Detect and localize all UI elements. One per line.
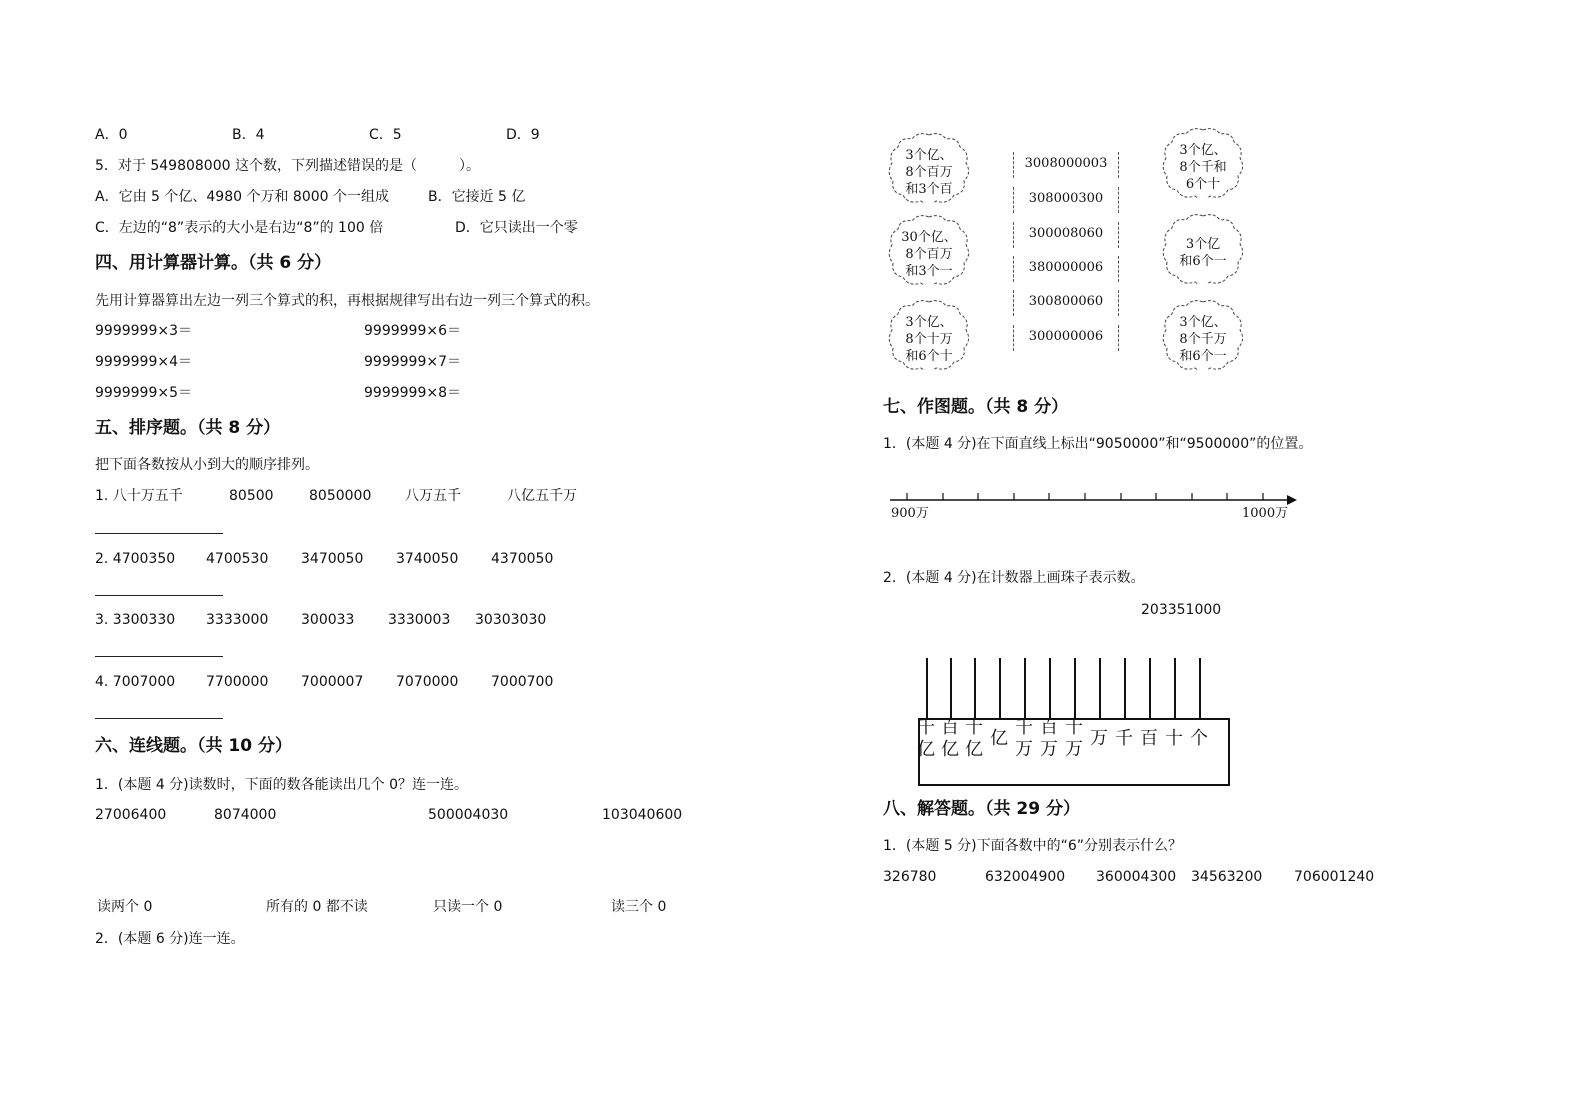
q5-option-d: D．它只读出一个零 — [455, 220, 578, 236]
cloud-right[interactable] — [1162, 214, 1244, 284]
answer-line-3[interactable] — [95, 656, 223, 657]
place-label: 个 — [1190, 728, 1208, 749]
sort-row-4-item: 7070000 — [396, 674, 459, 690]
sort-row-4-item: 7700000 — [206, 674, 269, 690]
section-6-q2: 2．(本题 6 分)连一连。 — [95, 931, 245, 947]
six-number: 360004300 — [1096, 869, 1177, 885]
number-box[interactable] — [1013, 222, 1119, 248]
number-box[interactable] — [1013, 187, 1119, 213]
number-box-text: 300000006 — [1028, 329, 1104, 344]
number-box[interactable] — [1013, 290, 1119, 316]
section-6-q1: 1．(本题 4 分)读数时，下面的数各能读出几个 0？连一连。 — [95, 777, 468, 793]
number-box[interactable] — [1013, 152, 1119, 178]
sort-row-3-item: 30303030 — [475, 612, 547, 628]
place-label: 十 — [1165, 728, 1183, 749]
cloud-left-text: 3个亿、 8个十万 和6个十 — [905, 315, 953, 364]
sort-row-3-item: 3330003 — [388, 612, 451, 628]
q1-number[interactable]: 8074000 — [214, 807, 277, 823]
calc-right-1: 9999999×6＝ — [364, 323, 461, 339]
number-box[interactable] — [1013, 325, 1119, 351]
q4-option-b: B．4 — [232, 127, 265, 143]
q5-option-c: C．左边的“8”表示的大小是右边“8”的 100 倍 — [95, 220, 384, 236]
q4-option-c: C．5 — [369, 127, 402, 143]
cloud-left[interactable] — [888, 133, 970, 203]
q1-number[interactable]: 27006400 — [95, 807, 167, 823]
answer-line-4[interactable] — [95, 718, 223, 719]
place-label: 亿 — [990, 728, 1008, 749]
abacus-rod[interactable] — [1024, 658, 1026, 718]
abacus-rod[interactable] — [926, 658, 928, 718]
section-8-title: 八、解答题。（共 29 分） — [883, 799, 1080, 819]
calc-right-2: 9999999×7＝ — [364, 354, 461, 370]
answer-line-1[interactable] — [95, 533, 223, 534]
q1-number[interactable]: 500004030 — [428, 807, 509, 823]
sort-row-1-item: 八万五千 — [405, 488, 461, 504]
sort-row-1-item: 1. 八十万五千 — [95, 488, 183, 504]
section-7-q1: 1．(本题 4 分)在下面直线上标出“9050000”和“9500000”的位置。 — [883, 436, 1313, 452]
abacus-rod[interactable] — [1049, 658, 1051, 718]
sort-row-1-item: 80500 — [229, 488, 274, 504]
abacus-target-number: 203351000 — [1141, 602, 1222, 618]
number-line[interactable] — [885, 488, 1300, 518]
place-label: 万 — [1090, 728, 1108, 749]
section-5-title: 五、排序题。（共 8 分） — [95, 418, 281, 438]
cloud-left-text: 3个亿、 8个百万 和3个百 — [905, 148, 953, 197]
q1-read-option[interactable]: 读两个 0 — [97, 899, 153, 915]
calc-left-3: 9999999×5＝ — [95, 385, 192, 401]
section-7-title: 七、作图题。（共 8 分） — [883, 397, 1069, 417]
cloud-right[interactable] — [1162, 128, 1244, 198]
abacus-rod[interactable] — [1074, 658, 1076, 718]
q1-read-option[interactable]: 只读一个 0 — [433, 899, 503, 915]
q5-option-a: A．它由 5 个亿、4980 个万和 8000 个一组成 — [95, 189, 389, 205]
section-4-title: 四、用计算器计算。（共 6 分） — [95, 253, 332, 273]
sort-row-1-item: 八亿五千万 — [507, 488, 577, 504]
sort-row-2-item: 2. 4700350 — [95, 551, 176, 567]
number-box-text: 3008000003 — [1024, 156, 1108, 171]
abacus-rod[interactable] — [999, 658, 1001, 718]
six-number: 34563200 — [1191, 869, 1263, 885]
sort-row-3-item: 3. 3300330 — [95, 612, 176, 628]
number-line-start-label: 900万 — [891, 506, 929, 521]
q1-read-option[interactable]: 读三个 0 — [611, 899, 667, 915]
sort-row-4-item: 4. 7007000 — [95, 674, 176, 690]
number-box-text: 380000006 — [1028, 260, 1104, 275]
q1-number[interactable]: 103040600 — [602, 807, 683, 823]
q4-option-d: D．9 — [506, 127, 540, 143]
section-6-title: 六、连线题。（共 10 分） — [95, 736, 292, 756]
place-label: 百 亿 — [941, 717, 959, 760]
section-5-instructions: 把下面各数按从小到大的顺序排列。 — [95, 457, 319, 473]
calc-right-3: 9999999×8＝ — [364, 385, 461, 401]
abacus-rod[interactable] — [1174, 658, 1176, 718]
cloud-left[interactable] — [888, 300, 970, 370]
sort-row-2-item: 4370050 — [491, 551, 554, 567]
answer-line-2[interactable] — [95, 595, 223, 596]
q1-read-option[interactable]: 所有的 0 都不读 — [266, 899, 368, 915]
six-number: 326780 — [883, 869, 937, 885]
sort-row-2-item: 3740050 — [396, 551, 459, 567]
abacus-rod[interactable] — [1149, 658, 1151, 718]
q4-option-a: A．0 — [95, 127, 128, 143]
sort-row-1-item: 8050000 — [309, 488, 372, 504]
number-line-end-label: 1000万 — [1242, 506, 1289, 521]
section-8-q1: 1．(本题 5 分)下面各数中的“6”分别表示什么？ — [883, 838, 1183, 854]
sort-row-2-item: 3470050 — [301, 551, 364, 567]
abacus-rod[interactable] — [1124, 658, 1126, 718]
cloud-left[interactable] — [888, 215, 970, 285]
number-box[interactable] — [1013, 256, 1119, 282]
abacus-rod[interactable] — [950, 658, 952, 718]
place-label: 十 万 — [1065, 717, 1083, 760]
six-number: 632004900 — [985, 869, 1066, 885]
cloud-left-text: 30个亿、 8个百万 和3个一 — [901, 230, 957, 279]
sort-row-3-item: 3333000 — [206, 612, 269, 628]
cloud-right-text: 3个亿 和6个一 — [1179, 237, 1227, 269]
section-4-instructions: 先用计算器算出左边一列三个算式的积，再根据规律写出右边一列三个算式的积。 — [95, 293, 599, 309]
number-box-text: 300008060 — [1028, 226, 1104, 241]
abacus-rod[interactable] — [974, 658, 976, 718]
cloud-right[interactable] — [1162, 300, 1244, 370]
sort-row-2-item: 4700530 — [206, 551, 269, 567]
cloud-right-text: 3个亿、 8个千万 和6个一 — [1179, 315, 1227, 364]
sort-row-4-item: 7000007 — [301, 674, 364, 690]
place-label: 千 亿 — [917, 717, 935, 760]
sort-row-3-item: 300033 — [301, 612, 355, 628]
q5-stem: 5．对于 549808000 这个数，下列描述错误的是（ ）。 — [95, 158, 480, 174]
calc-left-1: 9999999×3＝ — [95, 323, 192, 339]
calc-left-2: 9999999×4＝ — [95, 354, 192, 370]
q5-option-b: B．它接近 5 亿 — [428, 189, 526, 205]
place-label: 百 万 — [1040, 717, 1058, 760]
six-number: 706001240 — [1294, 869, 1375, 885]
place-label: 千 万 — [1015, 717, 1033, 760]
number-box-text: 300800060 — [1028, 294, 1104, 309]
place-label: 千 — [1115, 728, 1133, 749]
section-7-q2: 2．(本题 4 分)在计数器上画珠子表示数。 — [883, 570, 1145, 586]
cloud-right-text: 3个亿、 8个千和 6个十 — [1179, 143, 1227, 192]
number-box-text: 308000300 — [1028, 191, 1104, 206]
abacus-rod[interactable] — [1099, 658, 1101, 718]
place-label: 百 — [1140, 728, 1158, 749]
abacus-rod[interactable] — [1199, 658, 1201, 718]
place-label: 十 亿 — [965, 717, 983, 760]
sort-row-4-item: 7000700 — [491, 674, 554, 690]
